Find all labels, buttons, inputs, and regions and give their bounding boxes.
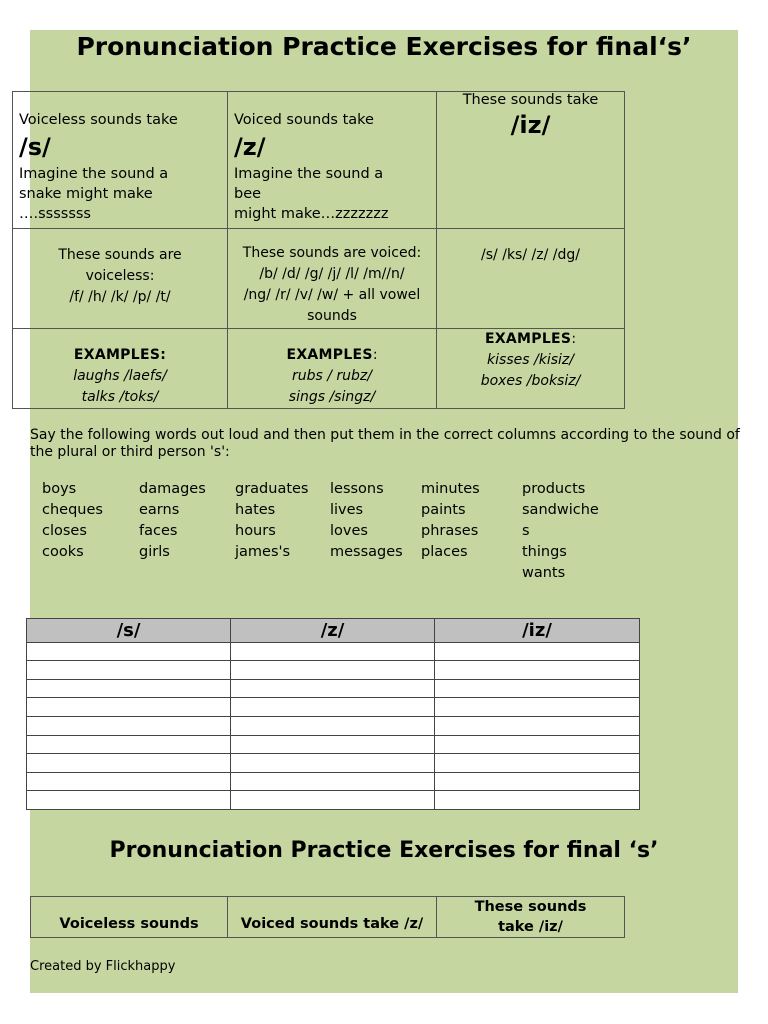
answer-cell[interactable]: [27, 735, 231, 754]
voiceless-desc-line: snake might make: [19, 186, 153, 202]
answer-cell[interactable]: [27, 791, 231, 810]
word: phrases: [421, 523, 479, 539]
table-row: [27, 661, 640, 680]
table-row: [27, 791, 640, 810]
bottom-rules-table: [30, 896, 625, 938]
voiced-list-line: /b/ /d/ /g/ /j/ /l/ /m//n/: [259, 266, 405, 282]
voiced-heading-cell: [228, 92, 437, 229]
word-column: [139, 479, 206, 563]
word: cooks: [42, 544, 84, 560]
word: s: [522, 523, 530, 539]
answer-cell[interactable]: [435, 698, 640, 717]
answer-cell[interactable]: [27, 772, 231, 791]
answer-cell[interactable]: [435, 791, 640, 810]
answer-cell[interactable]: [231, 679, 435, 698]
word-column: [42, 479, 103, 563]
repeat-title: Pronunciation Practice Exercises for final ‘s’: [109, 838, 659, 863]
answer-cell[interactable]: [231, 717, 435, 736]
table-row: [27, 698, 640, 717]
answer-cell[interactable]: [435, 642, 640, 661]
word: loves: [330, 523, 368, 539]
examples-label: EXAMPLES: [484, 331, 572, 347]
voiced-list-line: These sounds are voiced:: [242, 245, 422, 261]
answer-header-z: /z/: [231, 619, 435, 643]
examples-label: EXAMPLES: [286, 347, 373, 363]
word: james's: [235, 544, 291, 560]
example-word: rubs / rubz/: [291, 368, 372, 384]
voiceless-list-line: /f/ /h/ /k/ /p/ /t/: [69, 289, 171, 305]
word: closes: [42, 523, 87, 539]
word: graduates: [235, 481, 309, 497]
iz-examples-cell: [437, 329, 625, 409]
credit-text: Created by Flickhappy: [30, 959, 176, 974]
iz-heading: These sounds take: [462, 92, 599, 108]
iz-list-line: /s/ /ks/ /z/ /dg/: [481, 247, 580, 263]
answer-cell[interactable]: [27, 754, 231, 773]
answer-table: [26, 618, 640, 810]
example-word: talks /toks/: [81, 389, 159, 405]
voiced-desc-line: bee: [234, 186, 262, 202]
word: girls: [139, 544, 170, 560]
word-column: [522, 479, 599, 584]
voiceless-desc-line: Imagine the sound a: [19, 166, 169, 182]
word: boys: [42, 481, 77, 497]
answer-cell[interactable]: [435, 754, 640, 773]
example-word: boxes /boksiz/: [480, 373, 581, 389]
word: cheques: [42, 502, 103, 518]
answer-cell[interactable]: [231, 661, 435, 680]
voiced-list-line: sounds: [307, 308, 357, 324]
bottom-iz-line: These sounds: [474, 899, 587, 915]
voiced-symbol: /z/: [234, 133, 266, 161]
voiced-list-cell: [228, 229, 437, 329]
word: places: [421, 544, 468, 560]
answer-cell[interactable]: [27, 679, 231, 698]
word: minutes: [421, 481, 480, 497]
word: things: [522, 544, 567, 560]
iz-list-cell: [437, 229, 625, 329]
instructions: Say the following words out loud and then put them in the correct columns according to the sound of the plural or third person 's':: [30, 427, 740, 460]
iz-heading-cell: [437, 92, 625, 229]
examples-label-wrap: [228, 345, 436, 366]
answer-cell[interactable]: [231, 754, 435, 773]
iz-symbol: /iz/: [510, 111, 551, 139]
voiced-heading: Voiced sounds take: [234, 112, 374, 128]
answer-cell[interactable]: [435, 661, 640, 680]
answer-header-iz: /iz/: [435, 619, 640, 643]
table-row: [27, 735, 640, 754]
word-column: [421, 479, 480, 563]
answer-cell[interactable]: [231, 642, 435, 661]
bottom-iz-line: take /iz/: [498, 919, 563, 935]
bottom-voiced-cell: Voiced sounds take /z/: [228, 897, 437, 938]
examples-label-wrap: [437, 329, 624, 350]
page-title: Pronunciation Practice Exercises for final‘s’: [76, 32, 692, 61]
word: sandwiche: [522, 502, 599, 518]
word: damages: [139, 481, 206, 497]
voiceless-list-line: These sounds are: [58, 247, 182, 263]
example-word: laughs /laefs/: [73, 368, 167, 384]
word: messages: [330, 544, 403, 560]
answer-cell[interactable]: [231, 791, 435, 810]
table-row: [27, 679, 640, 698]
table-row: [27, 754, 640, 773]
bottom-iz-cell: [437, 897, 625, 938]
voiceless-symbol: /s/: [19, 133, 51, 161]
voiced-desc-line: Imagine the sound a: [234, 166, 384, 182]
answer-cell[interactable]: [231, 735, 435, 754]
answer-header-s: /s/: [27, 619, 231, 643]
table-row: [27, 642, 640, 661]
table-row: [27, 717, 640, 736]
examples-colon: :: [372, 347, 378, 363]
voiced-list-line: /ng/ /r/ /v/ /w/ + all vowel: [243, 287, 421, 303]
table-row: [27, 772, 640, 791]
word-column: [235, 479, 309, 563]
answer-cell[interactable]: [231, 772, 435, 791]
word-column: [330, 479, 403, 563]
answer-cell[interactable]: [27, 717, 231, 736]
voiced-examples-cell: [228, 329, 437, 409]
examples-colon: :: [571, 331, 577, 347]
voiceless-desc: [19, 164, 227, 224]
word: lessons: [330, 481, 384, 497]
answer-cell[interactable]: [435, 717, 640, 736]
answer-cell[interactable]: [435, 679, 640, 698]
word: wants: [522, 565, 566, 581]
examples-label: EXAMPLES:: [73, 347, 167, 363]
answer-cell[interactable]: [231, 698, 435, 717]
voiceless-heading: Voiceless sounds take: [19, 112, 178, 128]
voiced-desc-line: might make…zzzzzzz: [234, 206, 389, 222]
word: lives: [330, 502, 364, 518]
answer-cell[interactable]: [27, 661, 231, 680]
voiceless-list-cell: [13, 229, 228, 329]
word: hates: [235, 502, 276, 518]
voiceless-list-line: voiceless:: [85, 268, 155, 284]
word: faces: [139, 523, 178, 539]
rules-table: [12, 91, 625, 409]
voiceless-desc-line: ….sssssss: [19, 206, 91, 222]
word: paints: [421, 502, 466, 518]
word: hours: [235, 523, 276, 539]
word: products: [522, 481, 586, 497]
answer-cell[interactable]: [435, 735, 640, 754]
word: earns: [139, 502, 180, 518]
answer-cell[interactable]: [435, 772, 640, 791]
voiceless-heading-cell: [13, 92, 228, 229]
bottom-voiceless-cell: Voiceless sounds: [31, 897, 228, 938]
answer-cell[interactable]: [27, 642, 231, 661]
answer-cell[interactable]: [27, 698, 231, 717]
example-word: kisses /kisiz/: [487, 352, 574, 368]
voiced-desc: [234, 164, 436, 224]
example-word: sings /singz/: [288, 389, 376, 405]
voiceless-examples-cell: [13, 329, 228, 409]
